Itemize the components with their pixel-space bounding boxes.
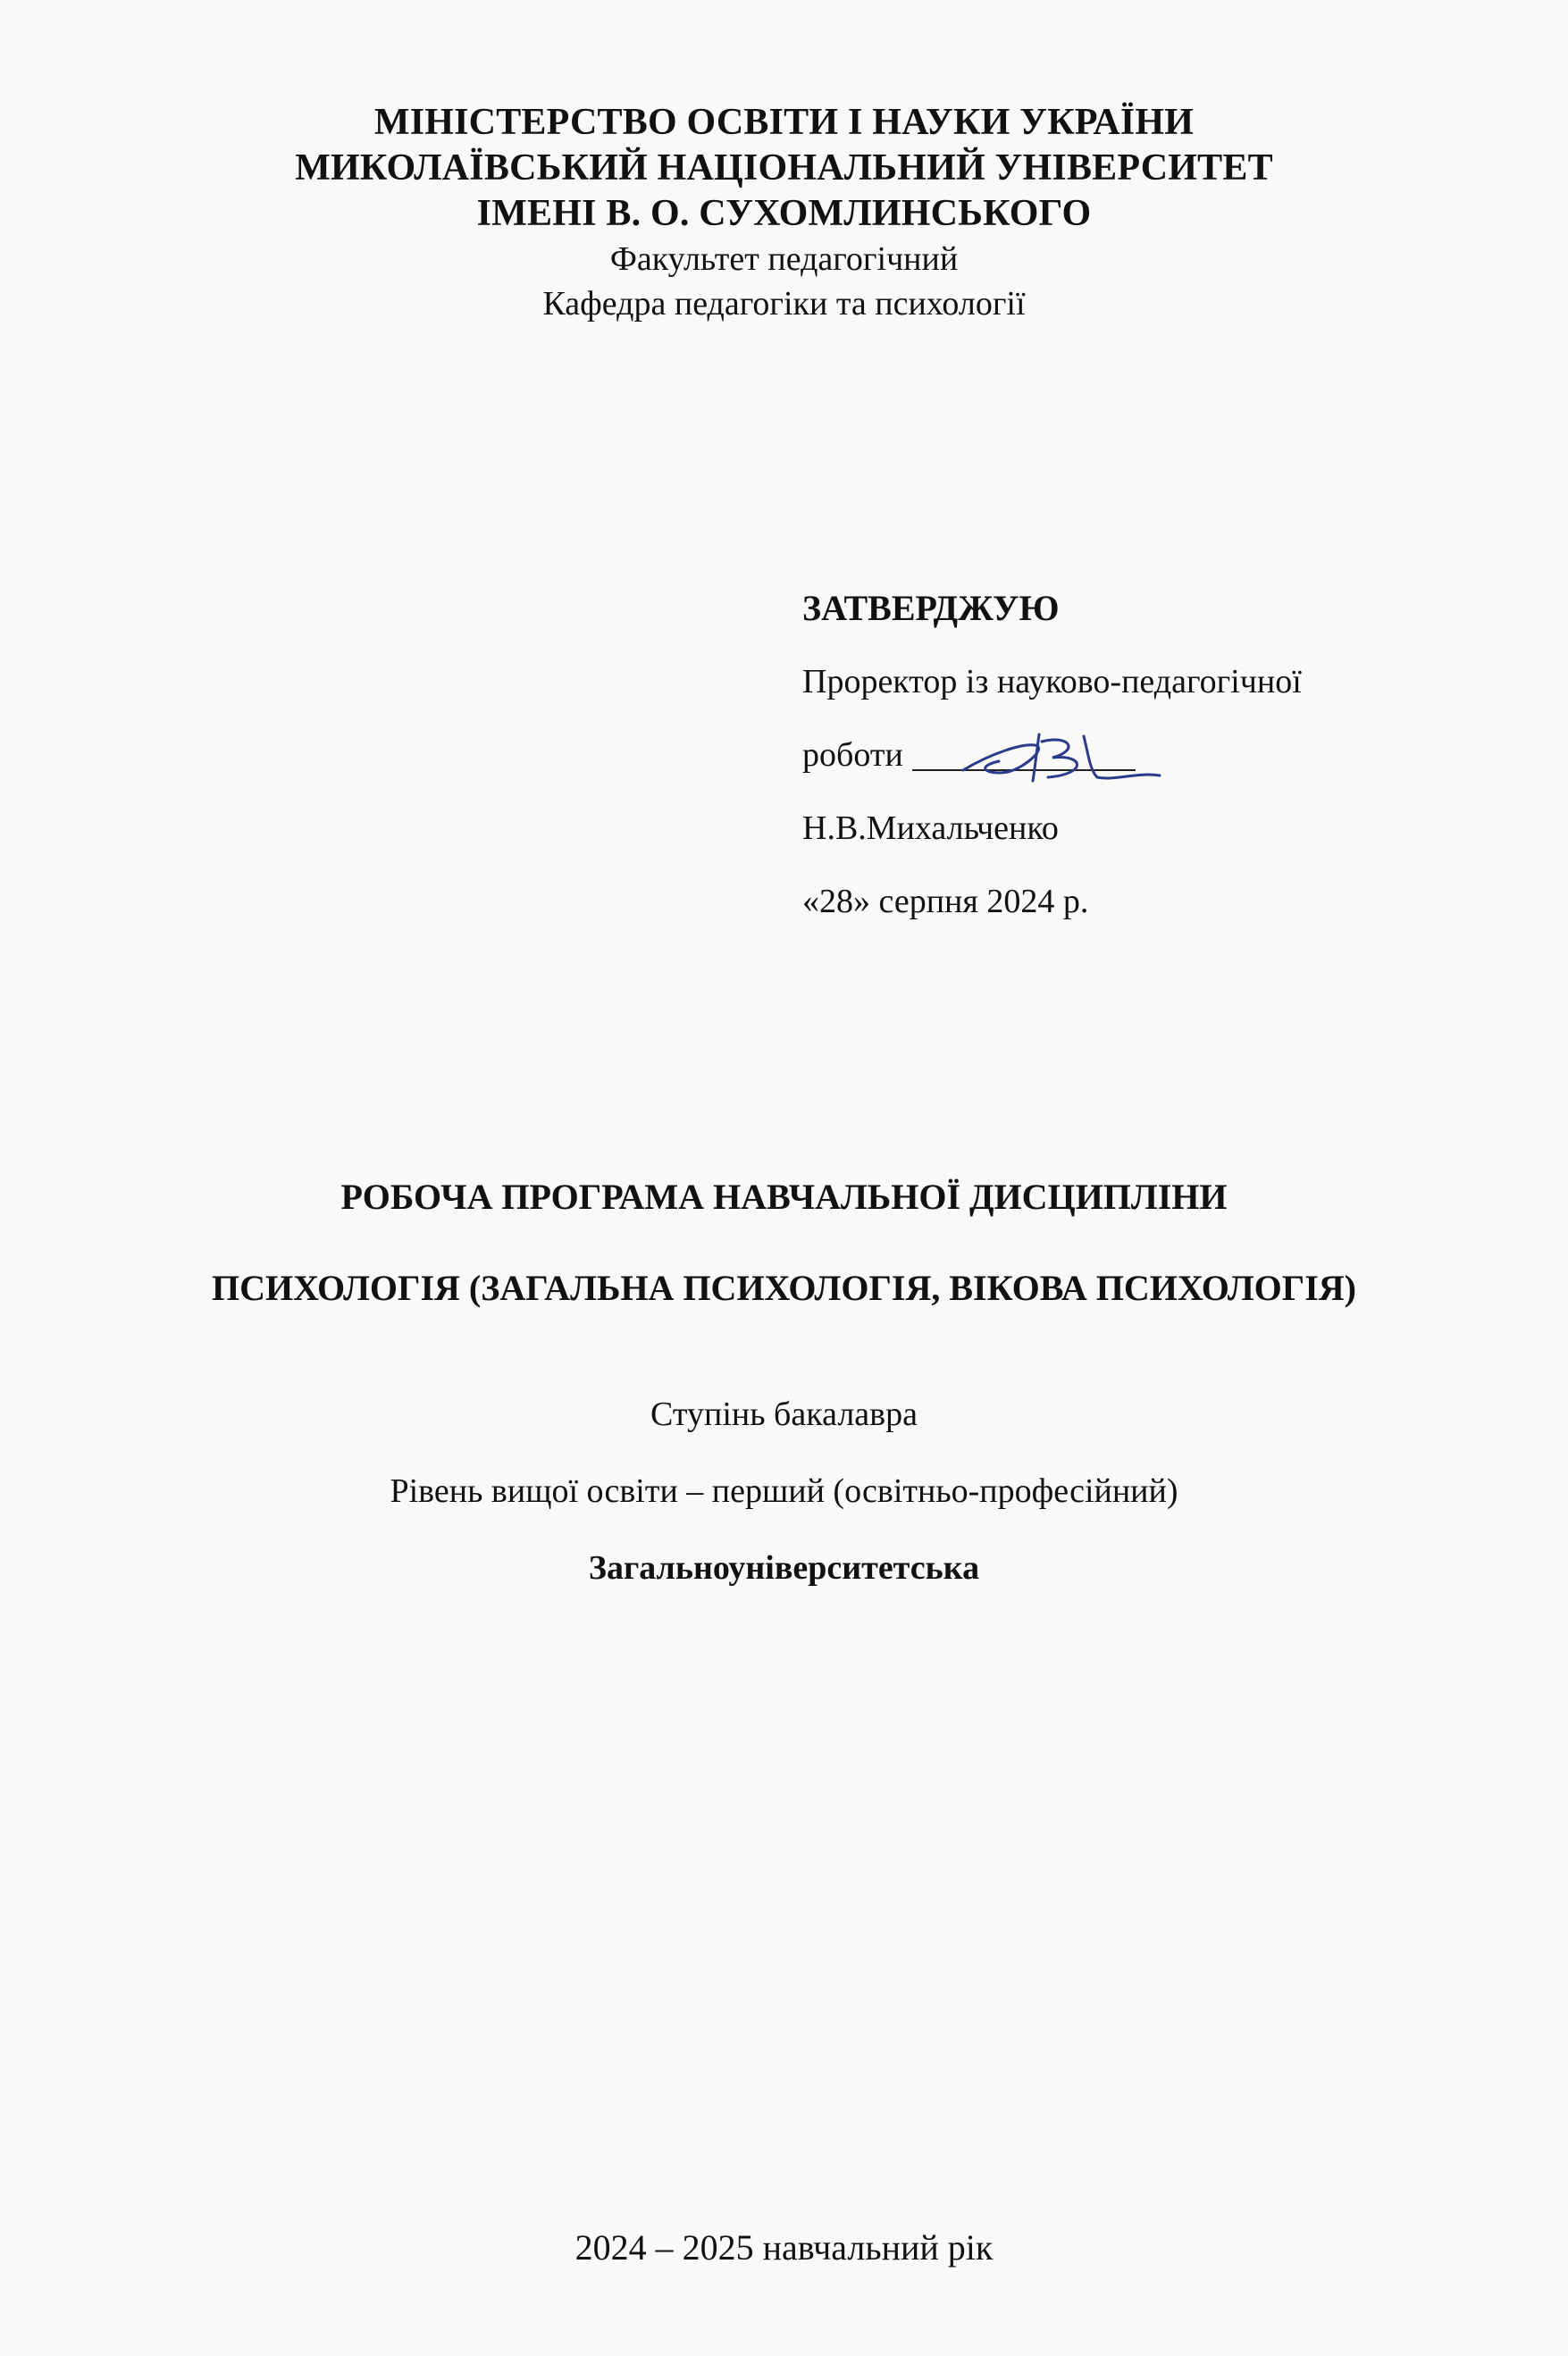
faculty-name: Факультет педагогічний bbox=[609, 240, 959, 278]
university-named-after: ІМЕНІ В. О. СУХОМЛИНСЬКОГО bbox=[476, 193, 1092, 234]
ministry-name: МІНІСТЕРСТВО ОСВІТИ І НАУКИ УКРАЇНИ bbox=[373, 102, 1195, 143]
program-meta bbox=[0, 1392, 1568, 1622]
department-name: Кафедра педагогіки та психології bbox=[542, 285, 1026, 323]
discipline-title: ПСИХОЛОГІЯ (ЗАГАЛЬНА ПСИХОЛОГІЯ, ВІКОВА ПСИХОЛОГІЯ) bbox=[211, 1268, 1356, 1308]
signature-row bbox=[802, 718, 1535, 792]
approver-position: Проректор із науково-педагогічної bbox=[802, 663, 1302, 700]
degree: Ступінь бакалавра bbox=[650, 1396, 918, 1433]
approval-block bbox=[802, 572, 1535, 938]
approver-position-cont: роботи bbox=[802, 736, 903, 774]
program-title: РОБОЧА ПРОГРАМА НАВЧАЛЬНОЇ ДИСЦИПЛІНИ bbox=[340, 1177, 1228, 1217]
approval-title: ЗАТВЕРДЖУЮ bbox=[802, 588, 1060, 628]
university-name: МИКОЛАЇВСЬКИЙ НАЦІОНАЛЬНИЙ УНІВЕРСИТЕТ bbox=[295, 147, 1273, 189]
program-scope: Загальноуніверситетська bbox=[588, 1549, 980, 1587]
education-level: Рівень вищої освіти – перший (освітньо-професійний) bbox=[390, 1472, 1178, 1510]
signature-mark bbox=[936, 718, 1204, 799]
academic-year: 2024 – 2025 навчальний рік bbox=[574, 2227, 994, 2268]
approval-date: «28» серпня 2024 р. bbox=[802, 883, 1089, 920]
approver-name: Н.В.Михальченко bbox=[802, 809, 1059, 847]
document-header bbox=[0, 100, 1568, 326]
